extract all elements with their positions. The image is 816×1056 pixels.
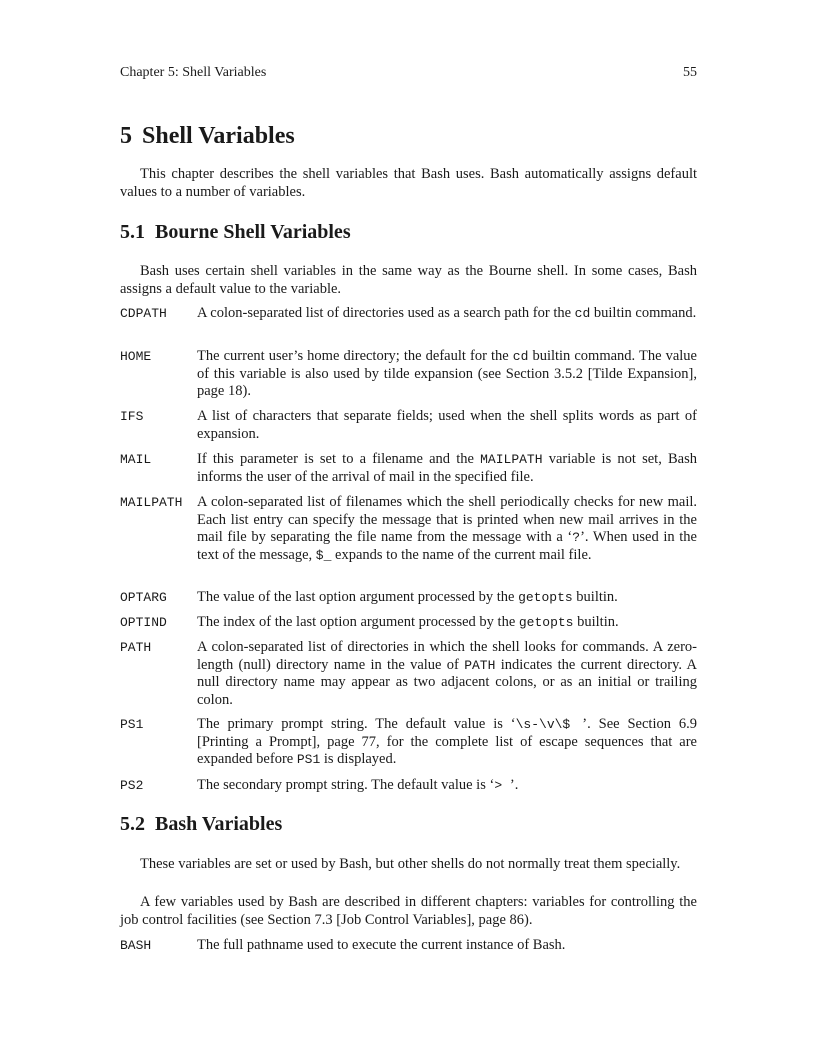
section-5-1-number: 5.1	[120, 221, 145, 243]
desc-cdpath: A colon-separated list of directories used as a search path for the cd builtin command.	[197, 305, 697, 321]
desc-bash: The full pathname used to execute the current instance of Bash.	[197, 937, 566, 953]
desc-ifs: A list of characters that separate fields; used when the shell splits words as part of expansion.	[197, 408, 697, 442]
running-header	[120, 64, 697, 81]
desc-ps2: The secondary prompt string. The default value is ‘> ’.	[197, 777, 519, 793]
term-mailpath: MAILPATH	[120, 495, 183, 510]
term-ifs: IFS	[120, 409, 144, 424]
term-ps1: PS1	[120, 717, 144, 732]
section-5-2-para-2: A few variables used by Bash are described in different chapters: variables for controlling the job control facilities (see Section 7.3 [Job Control Variables], page 86).	[120, 894, 697, 928]
term-cdpath: CDPATH	[120, 306, 167, 321]
term-path: PATH	[120, 640, 152, 655]
term-home: HOME	[120, 349, 152, 364]
section-5-1-heading	[120, 220, 351, 244]
term-optarg: OPTARG	[120, 590, 167, 605]
desc-ps1: The primary prompt string. The default value is ‘\s-\v\$ ’. See Section 6.9 [Printing a Prompt], page 77, for the complete list of escape sequences that are expanded before PS1 is displayed.	[197, 716, 697, 767]
section-5-2-number: 5.2	[120, 813, 145, 835]
desc-path: A colon-separated list of directories in which the shell looks for commands. A zero-length (null) directory name in the value of PATH indicates the current directory. A null directory name may appear as two adjacent colons, or as an initial or trailing colon.	[197, 639, 698, 708]
term-optind: OPTIND	[120, 615, 167, 630]
desc-optind: The index of the last option argument processed by the getopts builtin.	[197, 614, 619, 630]
section-5-1-intro: Bash uses certain shell variables in the same way as the Bourne shell. In some cases, Bash assigns a default value to the variable.	[120, 263, 697, 297]
section-5-2-para-1: These variables are set or used by Bash, but other shells do not normally treat them specially.	[140, 856, 681, 872]
section-5-1-title: Bourne Shell Variables	[155, 221, 351, 243]
chapter-intro: This chapter describes the shell variables that Bash uses. Bash automatically assigns default values to a number of variables.	[120, 166, 697, 200]
section-5-2-title: Bash Variables	[155, 813, 283, 835]
desc-home: The current user’s home directory; the default for the cd builtin command. The value of this variable is also used by tilde expansion (see Section 3.5.2 [Tilde Expansion], page 18).	[197, 348, 697, 399]
header-chapter: Chapter 5: Shell Variables	[120, 65, 267, 80]
desc-mail: If this parameter is set to a filename and the MAILPATH variable is not set, Bash informs the user of the arrival of mail in the specified file.	[197, 451, 697, 485]
header-page-number: 55	[683, 65, 697, 80]
term-mail: MAIL	[120, 452, 152, 467]
chapter-title-text: Shell Variables	[142, 123, 295, 149]
chapter-number: 5	[120, 123, 132, 149]
term-bash: BASH	[120, 938, 152, 953]
chapter-title	[120, 121, 295, 151]
section-5-2-heading	[120, 812, 282, 836]
desc-mailpath: A colon-separated list of filenames which the shell periodically checks for new mail. Each list entry can specify the message that is printed when new mail arrives in the mail file by separating the file name from the message with a ‘?’. When used in the text of the message, $_ expands to the name of the current mail file.	[197, 494, 697, 563]
desc-optarg: The value of the last option argument processed by the getopts builtin.	[197, 589, 618, 605]
term-ps2: PS2	[120, 778, 144, 793]
